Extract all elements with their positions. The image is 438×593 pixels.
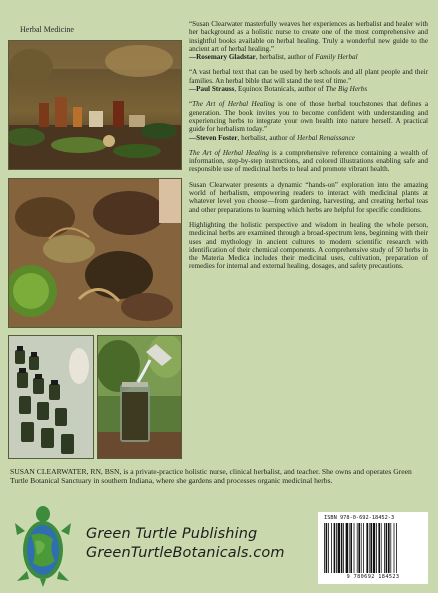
quote-work: Family Herbal: [315, 53, 358, 62]
quote-strauss: [189, 68, 428, 93]
description-text: is a comprehensive reference containing a wealth of information, step-by-step instructions, and colored illustrations enabling safe and responsible use of medicinal herbs to heal and promote vibrant health.: [189, 148, 428, 174]
quote-role: , herbalist, author of: [255, 53, 316, 62]
photo-tincture-bottles: [8, 335, 94, 459]
publisher-block: [86, 525, 285, 563]
quote-role: , Equinox Botanicals, author of: [234, 85, 326, 94]
quote-book-title: The Art of Herbal Healing: [192, 100, 275, 109]
quote-author: —Rosemary Gladstar: [189, 53, 256, 62]
quote-work: The Big Herbs: [325, 85, 368, 94]
quote-author: —Steven Foster: [189, 133, 238, 142]
description-paragraph-1: [189, 149, 428, 174]
barcode-digits: 9 780692 184523: [346, 574, 400, 580]
quote-text: “A vast herbal text that can be used by herb schools and all plant people and their families. An herbal bible that will stand the test of time.”: [189, 68, 428, 85]
quote-work: Herbal Renaissance: [297, 133, 355, 142]
quote-text: “Susan Clearwater masterfully weaves her experiences as herbalist and healer with her background as a holistic nurse to create one of the most comprehensive and insightful books available on herbal healing. Truly a wonderful new guide to the ancient art of herbal healing.”: [189, 20, 428, 53]
author-bio: SUSAN CLEARWATER, RN, BSN, is a private-practice holistic nurse, clinical herbalist, and teacher. She owns and operates Green Turtle Botanical Sanctuary in southern Indiana, where she gardens and processes organic medicinal herbs.: [10, 467, 412, 486]
section-label: Herbal Medicine: [20, 25, 74, 34]
photo-herbal-apothecary: [8, 40, 182, 170]
photo-herbal-infusion-jar: [97, 335, 182, 459]
book-title: The Art of Herbal Healing: [189, 148, 269, 157]
isbn-number: ISBN 978-0-692-18452-3: [324, 515, 395, 521]
quote-foster: “The Art of Herbal Healing is one of those herbal touchstones that defines a generation. The book invites you to become confident with understanding and experiencing herbs to integrate your own health into nature herself. A practical guide for herbalism today.” —Steven Foster, herbalist, author of Herbal Renaissance: [189, 100, 429, 142]
description-paragraph-2: Susan Clearwater presents a dynamic “hands-on” exploration into the amazing world of herbalism, empowering readers to interact with medicinal plants at whatever level you choose—from gardening, harvesting, and creating herbal teas and other preparations to learning which herbs are helpful for specific conditions.: [189, 180, 428, 214]
barcode-bars-icon: [324, 523, 422, 573]
publisher-name: Green Turtle Publishing: [86, 526, 258, 542]
quote-text: is one of those herbal touchstones that defines a generation. The book invites you to become confident with understanding and experiencing herbs to integrate your own health into nature herself. A practical guide for herbalism today.”: [189, 100, 429, 134]
description-paragraph-3: Highlighting the holistic perspective and wisdom in healing the whole person, medicinal herbs are examined through a broad-spectrum lens, beginning with their uses and mythology in ancient cultures to modern scientific research with identification of their chemical components. A comprehensive study of 50 herbs in the Materia Medica includes their medicinal uses, cultivation, preparation of remedies for internal and external healing, dosages, and safety precautions.: [189, 220, 428, 271]
quote-gladstar: [189, 20, 428, 61]
turtle-logo-icon: [13, 505, 73, 587]
quote-author: —Paul Strauss: [189, 85, 235, 94]
publisher-website: GreenTurtleBotanicals.com: [86, 545, 285, 561]
back-cover-text: [189, 20, 428, 278]
isbn-barcode: [318, 512, 428, 584]
quote-role: , herbalist, author of: [237, 133, 298, 142]
photo-dried-roots: [8, 178, 182, 328]
